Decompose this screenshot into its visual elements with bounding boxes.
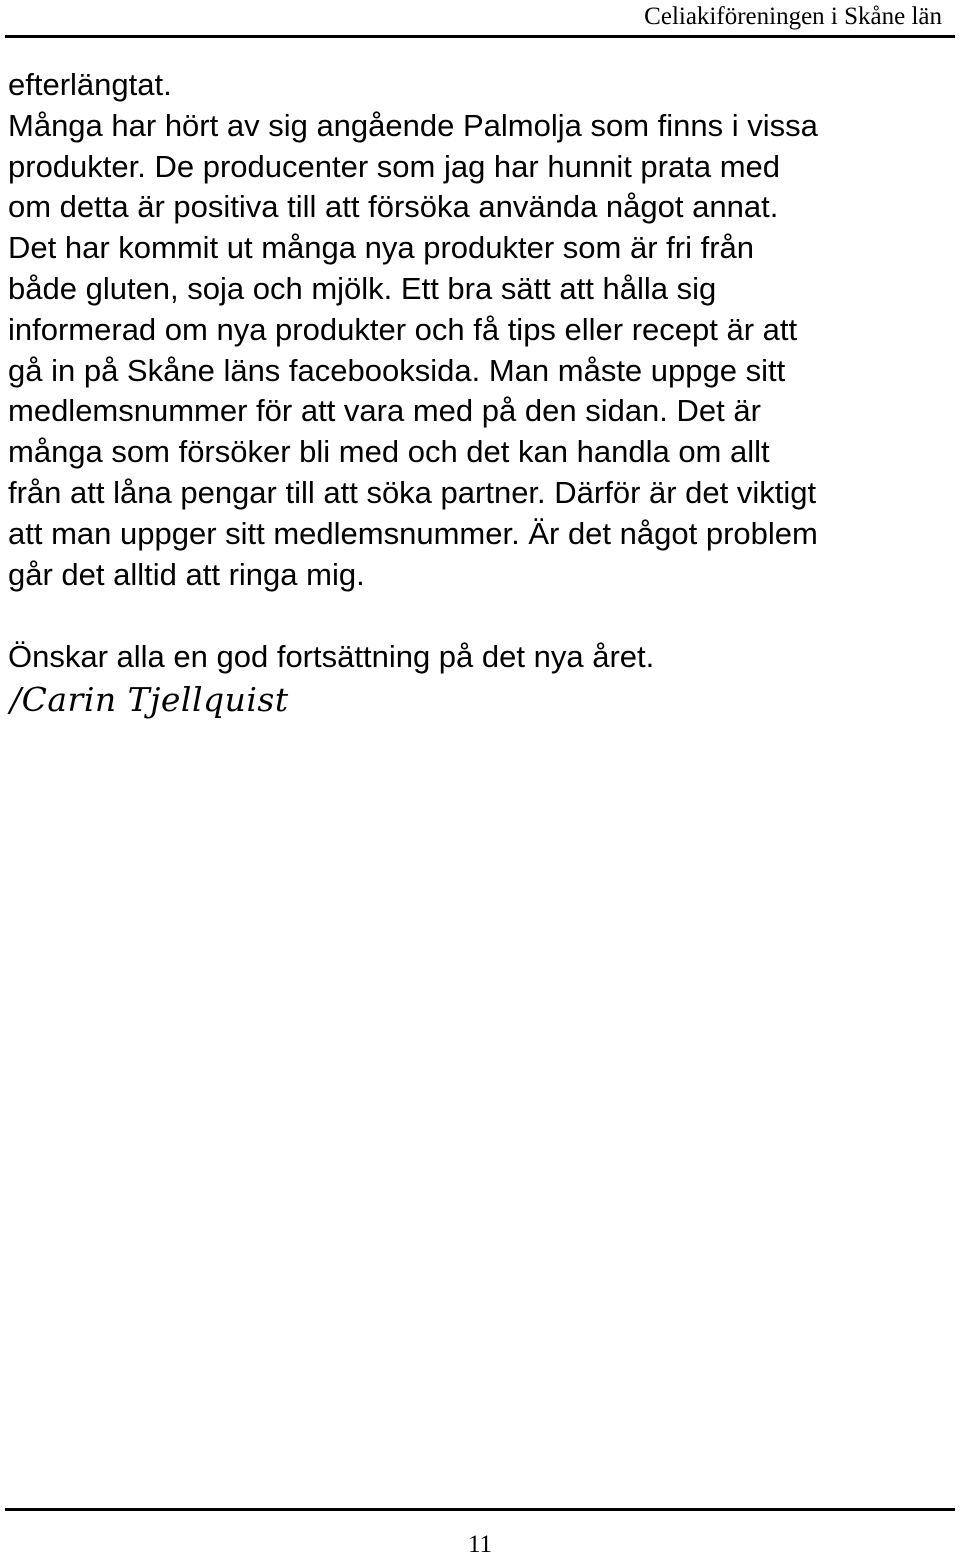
body-line: Många har hört av sig angående Palmolja som finns i vissa bbox=[8, 107, 818, 143]
header-organization: Celiakiföreningen i Skåne län bbox=[644, 3, 942, 30]
body-line: gå in på Skåne läns facebooksida. Man måste uppge sitt bbox=[8, 352, 786, 388]
page-number: 11 bbox=[467, 1531, 493, 1558]
footer-rule bbox=[5, 1508, 955, 1511]
body-line: många som försöker bli med och det kan handla om allt bbox=[8, 434, 770, 470]
closing-line: Önskar alla en god fortsättning på det nya året. bbox=[8, 639, 655, 674]
body-line: Det har kommit ut många nya produkter som är fri från bbox=[8, 230, 755, 266]
header-rule bbox=[5, 35, 955, 38]
body-line: produkter. De producenter som jag har hunnit prata med bbox=[8, 148, 781, 184]
body-text bbox=[8, 65, 953, 595]
body-line: går det alltid att ringa mig. bbox=[8, 556, 365, 592]
body-line: både gluten, soja och mjölk. Ett bra sätt att hålla sig bbox=[8, 270, 717, 306]
body-line: från att låna pengar till att söka partner. Därför är det viktigt bbox=[8, 474, 817, 510]
body-line: medlemsnummer för att vara med på den sidan. Det är bbox=[8, 393, 761, 429]
body-line: informerad om nya produkter och få tips eller recept är att bbox=[8, 311, 798, 347]
body-line: om detta är positiva till att försöka använda något annat. bbox=[8, 189, 779, 225]
body-line: att man uppger sitt medlemsnummer. Är det något problem bbox=[8, 515, 818, 551]
body-line: efterlängtat. bbox=[8, 67, 172, 102]
signature: /Carin Tjellquist bbox=[10, 680, 289, 719]
